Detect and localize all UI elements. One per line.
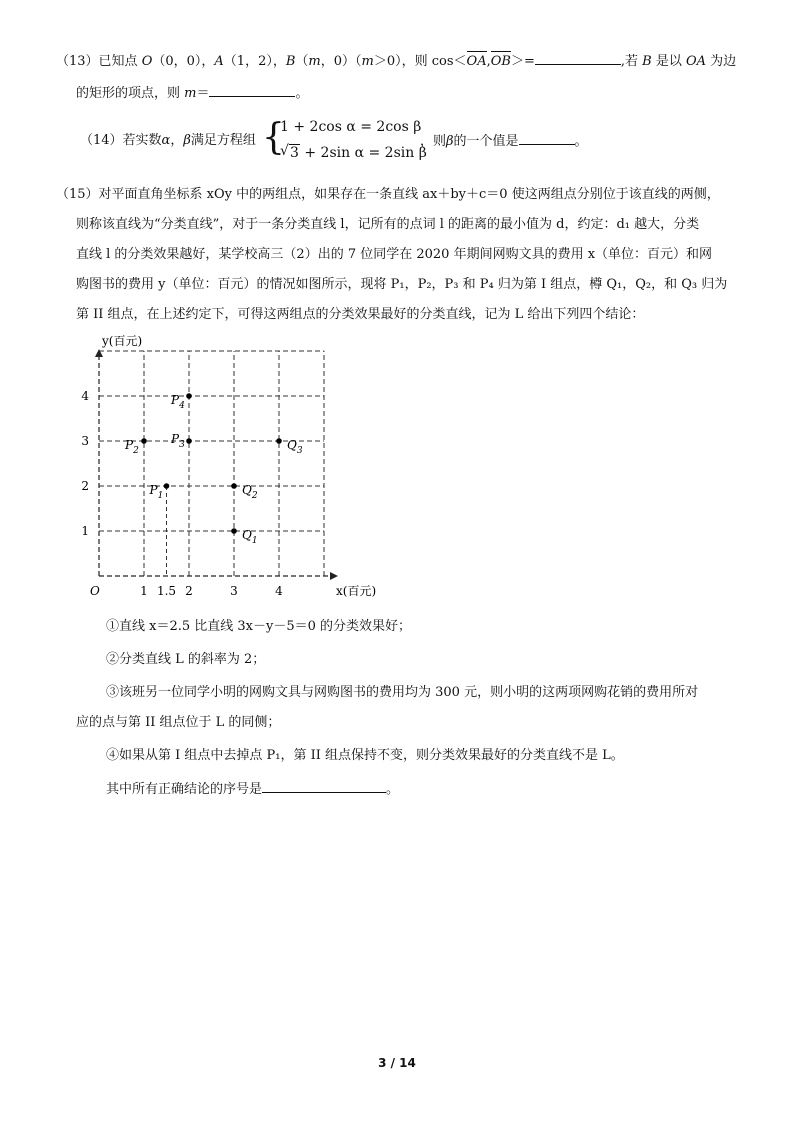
sqrt-symbol: [280, 145, 300, 161]
q13-text: 的矩形的项点，则: [76, 86, 185, 101]
point-label-p4: $P_4$: [171, 393, 185, 411]
q13-text: 为边: [706, 54, 737, 69]
x-tick-label: 2: [185, 584, 193, 598]
origin-label: O: [90, 584, 100, 598]
x-axis-label: x(百元): [336, 584, 377, 598]
scatter-chart: [80, 325, 377, 605]
q13-text: ＝: [196, 86, 210, 101]
answer-blank-q13b[interactable]: [209, 84, 295, 97]
y-axis-arrow: [95, 349, 103, 357]
data-point-q2: [231, 483, 237, 489]
q14-text: 的一个值是: [453, 134, 519, 149]
var-alpha: α: [161, 133, 171, 148]
sqrt-radicand: 3: [290, 145, 299, 161]
q14-prefix: [80, 132, 256, 150]
q15-ask-end: 。: [386, 782, 400, 797]
segment-oa: OA: [685, 54, 706, 69]
point-a: A: [214, 54, 224, 69]
var-m: m: [184, 86, 197, 101]
var-beta: β: [446, 134, 454, 149]
answer-blank-q14[interactable]: [519, 132, 575, 145]
x-tick-label: 3: [230, 584, 238, 598]
q15-ask-text: 其中所有正确结论的序号是: [106, 782, 263, 797]
data-point-p4: [186, 393, 192, 399]
q15-line5: 第 II 组点，在上述约定下，可得这两组点的分类效果最好的分类直线，记为 L 给出下列四个结论：: [76, 307, 645, 322]
equation-1: [280, 119, 421, 135]
point-label-q3: $Q_3$: [287, 438, 303, 456]
equation-2: [280, 145, 427, 161]
point-b: B: [642, 54, 652, 69]
q15-line1: （15）对平面直角坐标系 xOy 中的两组点，如果存在一条直线 ax＋by＋c＝0 使这两组点分别位于该直线的两侧，: [56, 187, 720, 202]
q13-text: 。: [295, 86, 309, 101]
q14-suffix: [420, 132, 588, 151]
q15-ask: [106, 780, 399, 799]
y-axis-label: y(百元): [102, 334, 143, 348]
var-m: m: [308, 54, 321, 69]
q13-line1: [56, 52, 736, 71]
answer-blank-q15[interactable]: [262, 780, 386, 793]
var-m: m: [361, 54, 374, 69]
q14-text: ，: [170, 133, 184, 148]
q15-line2: 则称该直线为“分类直线”，对于一条分类直线 l，记所有的点词 l 的距离的最小值为 d，约定：d₁ 越大，分类: [76, 217, 700, 232]
vector-ob: OB: [490, 54, 511, 69]
conclusion-3b: 应的点与第 II 组点位于 L 的同侧；: [76, 715, 281, 730]
q13-text: （: [295, 54, 309, 69]
x-tick-label: 1: [140, 584, 148, 598]
q13-text: ,若: [620, 54, 643, 69]
q14-text: 。: [574, 134, 588, 149]
q15-line3: 直线 l 的分类效果越好，某学校高三（2）出的 7 位同学在 2020 年期间网购文具的费用 x（单位：百元）和网: [76, 247, 713, 262]
data-point-p1: [164, 483, 170, 489]
y-tick-label: 2: [81, 479, 89, 493]
x-tick-label: 4: [275, 584, 283, 598]
y-tick-label: 4: [81, 389, 89, 403]
point-b: B: [285, 54, 296, 69]
y-tick-label: 3: [81, 434, 89, 448]
data-point-p2: [141, 438, 147, 444]
vector-oa: OA: [466, 54, 487, 69]
data-point-q1: [231, 528, 237, 534]
point-label-p2: $P_2$: [125, 438, 139, 456]
conclusion-1: ①直线 x＝2.5 比直线 3x－y－5＝0 的分类效果好；: [106, 619, 412, 634]
equation-1-text: 1 + 2cos α = 2cos β: [280, 119, 422, 135]
conclusion-3a: ③该班另一位同学小明的网购文具与网购图书的费用均为 300 元，则小明的这两项网购花销的费用所对: [106, 685, 699, 700]
q13-text: ,: [486, 54, 491, 69]
point-label-q1: $Q_1$: [242, 528, 258, 546]
point-label-q2: $Q_2$: [242, 483, 258, 501]
data-point-p3: [186, 438, 192, 444]
q13-number: （13）: [56, 54, 99, 69]
x-tick-label: 1.5: [156, 584, 177, 598]
q13-text: ＞0），则 cos＜: [373, 54, 467, 69]
y-tick-label: 1: [81, 524, 89, 538]
q13-text: （0，0），: [152, 54, 215, 69]
answer-blank-q13a[interactable]: [535, 52, 621, 65]
q13-text: ，0）（: [320, 54, 362, 69]
conclusion-4: ④如果从第 I 组点中去掉点 P₁，第 II 组点保持不变，则分类效果最好的分类直线不是 L。: [106, 748, 624, 763]
q13-text: ＞=: [510, 54, 535, 69]
var-beta: β: [183, 133, 191, 148]
x-axis-arrow: [330, 572, 338, 580]
q13-text: （1，2），: [223, 54, 286, 69]
q13-line2: [76, 84, 309, 103]
equation-2-text: + 2sin α = 2sin β: [299, 145, 427, 161]
grid: [99, 351, 324, 576]
q15-line4: 购图书的费用 y（单位：百元）的情况如图所示，现将 P₁，P₂，P₃ 和 P₄ 归为第 I 组点，樽 Q₁，Q₂，和 Q₃ 归为: [76, 277, 728, 292]
equation-brace: {: [262, 117, 285, 158]
q13-text: 已知点: [98, 54, 142, 69]
page-number: 3 / 14: [378, 1056, 416, 1070]
point-label-p3: $P_3$: [171, 432, 185, 450]
points: [124, 393, 303, 546]
q14-number: （14）若实数: [80, 133, 162, 148]
q14-text: ，则: [420, 134, 447, 149]
data-point-q3: [276, 438, 282, 444]
q13-text: 是以: [651, 54, 686, 69]
conclusion-2: ②分类直线 L 的斜率为 2；: [106, 652, 266, 667]
point-label-p1: $P_1$: [149, 483, 164, 501]
point-o: O: [141, 54, 153, 69]
q14-text: 满足方程组: [190, 133, 256, 148]
